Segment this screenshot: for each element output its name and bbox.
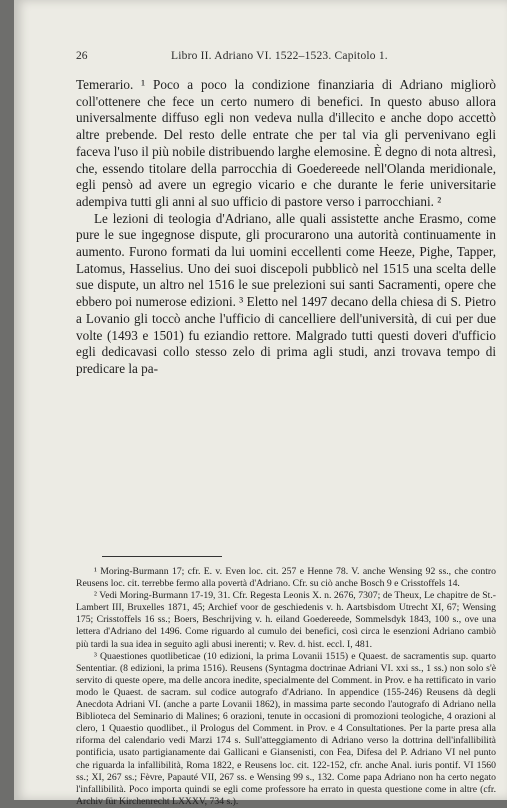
main-text: [76, 77, 496, 378]
book-page: [14, 0, 507, 807]
page-number: 26: [76, 50, 88, 62]
body-paragraph: Temerario. ¹ Poco a poco la condizione finanziaria di Adriano migliorò coll'ottenere che fece un certo numero di benefici. In questo abuso allora universalmente diffuso egli non vedeva nulla d'illecito e anche dopo accettò altre prebende. Del resto delle entrate che per tal via gli pervenivano egli faceva l'uso il più nobile distribuendo larghe elemosine. È degno di nota altresì, che, essendo titolare della parrocchia di Goedereede nell'Olanda meridionale, egli pensò ad avere un egregio vicario e che durante le ferie universitarie adempiva tutti gli anni al suo ufficio di pastore verso i parrocchiani. ²: [76, 77, 496, 209]
running-title: Libro II. Adriano VI. 1522–1523. Capitolo 1.: [171, 50, 388, 62]
body-paragraph: Le lezioni di teologia d'Adriano, alle quali assistette anche Erasmo, come pure le sue ingegnose dispute, gli procurarono una autorità continuamente in aumento. Furono formati da lui uomini eccellenti come Heeze, Pighe, Tapper, Latomus, Hasselius. Uno dei suoi discepoli pubblicò nel 1515 una scelta delle sue dispute, un altro nel 1516 le sue prelezioni sui santi Sacramenti, opere che ebbero poi numerose edizioni. ³ Eletto nel 1497 decano della chiesa di S. Pietro a Lovanio gli toccò anche l'ufficio di cancelliere dell'università, di cui per due volte (1493 e 1501) fu eziandio rettore. Malgrado tutti questi doveri d'ufficio egli dedicavasi collo stesso zelo di prima agli studi, anzi trovava tempo di predicare la pa-: [76, 210, 496, 376]
footnotes: [76, 566, 496, 808]
footnote: ² Vedi Moring-Burmann 17-19, 31. Cfr. Regesta Leonis X. n. 2676, 7307; de Theux, Le chapitre de St.-Lambert III, Bruxelles 1871, 45; Archief voor de geschiedenis v. h. Aartsbisdom Utrecht XI, 67; Wensing 175; Crisstoffels 16 ss.; Boers, Beschrijving v. h. eiland Goedereede, Sommelsdyk 1843, 100 s., ove una lettera d'Adriano del 1496. Come riguardo al cumulo dei benefici, così circa le esenzioni Adriano cambiò più tardi la sua idea in seguito agli abusi inerenti; v. Rev. d. hist. eccl. I, 481.: [76, 590, 496, 650]
footnote: ¹ Moring-Burmann 17; cfr. E. v. Even loc. cit. 257 e Henne 78. V. anche Wensing 92 ss., che contro Reusens loc. cit. terrebbe fermo alla povertà d'Adriano. Cfr. su ciò anche Bosch 9 e Crisstoffels 14.: [76, 566, 496, 590]
footnote: ³ Quaestiones quotlibeticae (10 edizioni, la prima Lovanii 1515) e Quaest. de sacramentis sup. quarto Sententiar. (8 edizioni, la prima 1516). Reusens (Syntagma doctrinae Adriani VI. xxi ss., 1 ss.) non solo s'è servito di queste opere, ma delle ancora inedite, specialmente del Comment. in Prov. e ha rettificato in vario modo le Quaest. de sacram. sul codice autografo d'Adriano. In appendice (155-246) Reusens dà degli Anecdota Adriani VI. (anche a parte Lovanii 1862), in massima parte secondo l'autografo di Adriano nella Biblioteca del Seminario di Malines; 6 orazioni, tenute in occasioni di promozioni teologiche, 4 orazioni al clero, 1 Quaestio quodlibet., il Prologus del Comment. in Prov. e 4 Consultationes. Per la parte presa alla riforma del calendario vedi Marzi 174 s. Sull'atteggiamento di Adriano verso la dottrina dell'infallibilità pontificia, usato partigianamente dai Gallicani e Giansenisti, con Fea, Difesa del P. Adriano VI nel punto che riguarda la infallibilità, Roma 1822, e Reusens loc. cit. 122-152, cfr. anche Anal. iuris pontif. VI 1560 ss.; XI, 267 ss.; Fèvre, Papauté VII, 267 ss. e Wensing 99 s., 132. Come papa Adriano non ha certo negato l'infallibilità. Poco importa quindi se egli come professore ha errato in questa questione come in altre (cfr. Archiv für Kirchenrecht LXXXV, 734 s.).: [76, 650, 496, 807]
running-header: [76, 50, 481, 64]
footnote-divider: [102, 556, 222, 557]
